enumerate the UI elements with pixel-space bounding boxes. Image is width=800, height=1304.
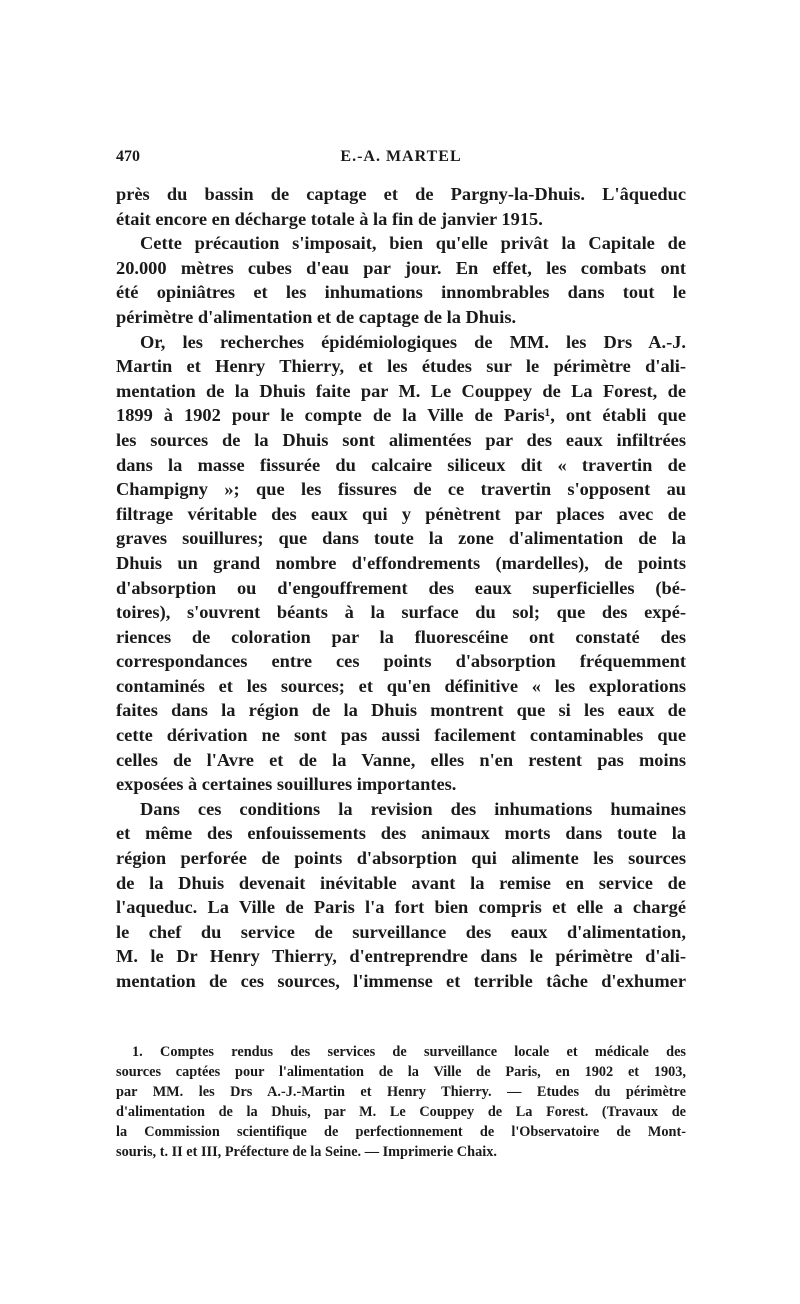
- body-line: Champigny »; que les fissures de ce travertin s'opposent au: [116, 479, 686, 500]
- body-text: [116, 182, 686, 994]
- body-line: celles de l'Avre et de la Vanne, elles n'en restent pas moins: [116, 749, 686, 770]
- running-head: [116, 148, 686, 170]
- body-line: contaminés et les sources; et qu'en définitive « les explorations: [116, 675, 686, 696]
- footnote: [116, 1042, 686, 1162]
- body-line: exposées à certaines souillures importantes.: [116, 774, 457, 795]
- body-line: d'absorption ou d'engouffrement des eaux superficielles (bé-: [116, 577, 686, 598]
- footnote-line: la Commission scientifique de perfectionnement de l'Observatoire de Mont-: [116, 1124, 686, 1140]
- body-line: mentation de la Dhuis faite par M. Le Couppey de La Forest, de: [116, 380, 686, 401]
- body-line: près du bassin de captage et de Pargny-la-Dhuis. L'âqueduc: [116, 184, 686, 204]
- body-line: graves souillures; que dans toute la zone d'alimentation de la: [116, 528, 686, 549]
- body-line: M. le Dr Henry Thierry, d'entreprendre dans le périmètre d'ali-: [116, 946, 686, 967]
- body-line: de la Dhuis devenait inévitable avant la remise en service de: [116, 872, 686, 893]
- body-line: cette dérivation ne sont pas aussi facilement contaminables que: [116, 725, 686, 746]
- body-line: 1899 à 1902 pour le compte de la Ville de Paris¹, ont établi que: [116, 405, 686, 426]
- footnote-line: d'alimentation de la Dhuis, par M. Le Couppey de La Forest. (Travaux de: [116, 1104, 686, 1120]
- body-line: riences de coloration par la fluorescéine ont constaté des: [116, 626, 686, 647]
- running-head-author: E.-A. MARTEL: [340, 148, 462, 165]
- page-number: 470: [116, 148, 140, 165]
- body-line: Dans ces conditions la revision des inhumations humaines: [140, 798, 686, 819]
- body-line: été opiniâtres et les inhumations innombrables dans tout le: [116, 282, 686, 303]
- body-line: Dhuis un grand nombre d'effondrements (mardelles), de points: [116, 552, 686, 573]
- body-line: était encore en décharge totale à la fin de janvier 1915.: [116, 208, 543, 229]
- body-line: 20.000 mètres cubes d'eau par jour. En effet, les combats ont: [116, 257, 686, 278]
- body-line: correspondances entre ces points d'absorption fréquemment: [116, 651, 686, 672]
- body-line: mentation de ces sources, l'immense et terrible tâche d'exhumer: [116, 971, 686, 991]
- body-line: Or, les recherches épidémiologiques de MM. les Drs A.-J.: [140, 331, 686, 352]
- body-line: faites dans la région de la Dhuis montrent que si les eaux de: [116, 700, 686, 721]
- body-line: région perforée de points d'absorption qui alimente les sources: [116, 848, 686, 869]
- body-line: dans la masse fissurée du calcaire siliceux dit « travertin de: [116, 454, 686, 475]
- body-line: périmètre d'alimentation et de captage de la Dhuis.: [116, 306, 517, 327]
- footnote-line: par MM. les Drs A.-J.-Martin et Henry Thierry. — Etudes du périmètre: [116, 1084, 686, 1100]
- body-line: Martin et Henry Thierry, et les études sur le périmètre d'ali-: [116, 356, 686, 377]
- body-line: et même des enfouissements des animaux morts dans toute la: [116, 823, 686, 844]
- footnote-line: 1. Comptes rendus des services de surveillance locale et médicale des: [132, 1044, 686, 1060]
- body-line: filtrage véritable des eaux qui y pénètrent par places avec de: [116, 503, 686, 524]
- body-line: le chef du service de surveillance des eaux d'alimentation,: [116, 921, 686, 942]
- body-line: les sources de la Dhuis sont alimentées par des eaux infiltrées: [116, 429, 686, 450]
- body-line: toires), s'ouvrent béants à la surface du sol; que des expé-: [116, 602, 686, 623]
- body-line: l'aqueduc. La Ville de Paris l'a fort bien compris et elle a chargé: [116, 897, 686, 918]
- body-line: Cette précaution s'imposait, bien qu'elle privât la Capitale de: [140, 233, 686, 254]
- footnote-line: sources captées pour l'alimentation de la Ville de Paris, en 1902 et 1903,: [116, 1064, 686, 1080]
- footnote-line: souris, t. II et III, Préfecture de la Seine. — Imprimerie Chaix.: [116, 1144, 497, 1160]
